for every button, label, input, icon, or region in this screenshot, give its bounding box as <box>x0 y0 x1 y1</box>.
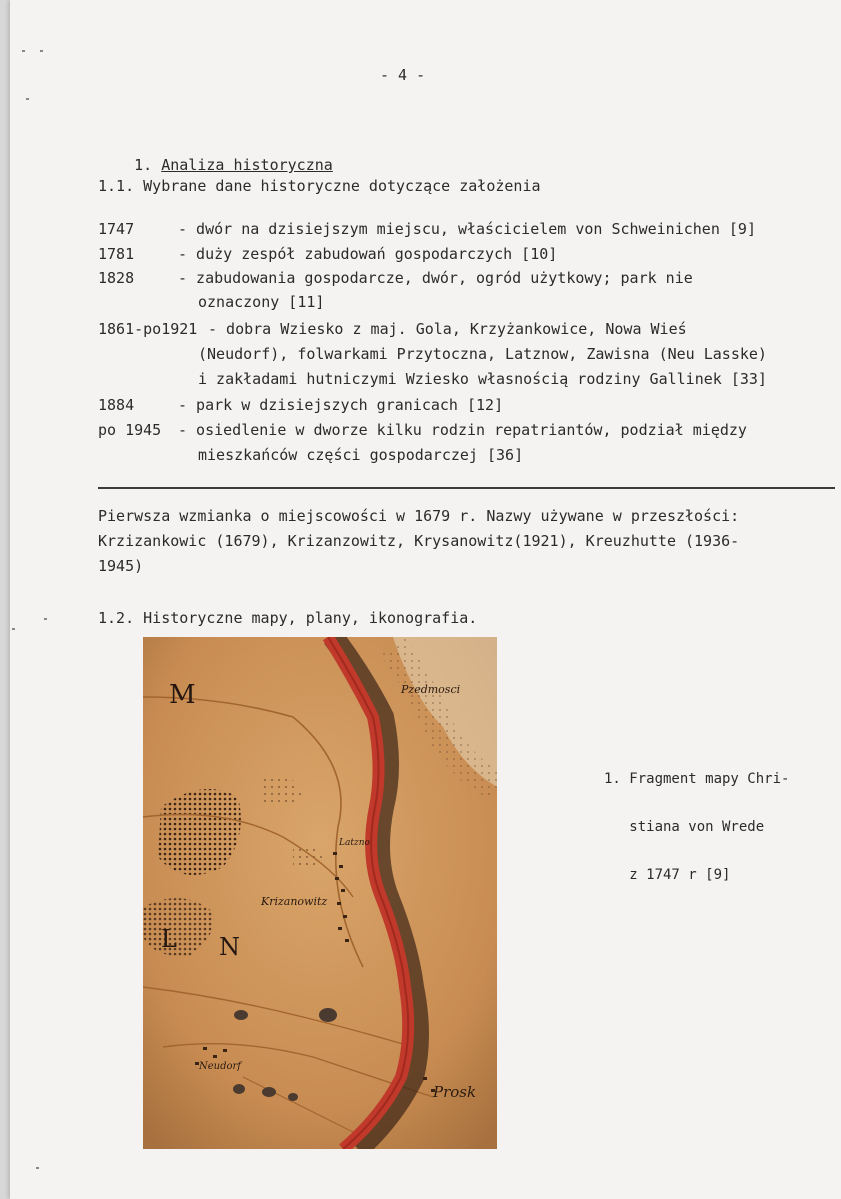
scan-speck <box>12 628 15 630</box>
timeline-year: 1861-po1921 <box>98 320 198 338</box>
historical-map-image <box>143 637 497 1149</box>
map-label-przedmosci: Pzedmosci <box>401 683 461 696</box>
note-line: Pierwsza wzmianka o miejscowości w 1679 r. Nazwy używane w przeszłości: <box>98 507 740 525</box>
map-label-proskau: Prosk <box>433 1083 477 1101</box>
map-label-neudorf: Neudorf <box>199 1061 242 1072</box>
timeline-text-cont: (Neudorf), folwarkami Przytoczna, Latznow, Zawisna (Neu Lasske) <box>198 345 767 363</box>
subsection-heading: 1.2. Historyczne mapy, plany, ikonografia. <box>98 609 478 627</box>
timeline-year: 1747 <box>98 220 135 238</box>
timeline-year: 1828 <box>98 269 135 287</box>
timeline-text: - park w dzisiejszych granicach [12] <box>178 396 504 414</box>
timeline-text-cont: mieszkańców części gospodarczej [36] <box>198 446 524 464</box>
caption-line: stiana von Wrede <box>604 819 765 835</box>
section-title: Analiza historyczna <box>161 156 333 174</box>
caption-line: 1. Fragment mapy Chri- <box>604 771 790 787</box>
timeline-year: 1781 <box>98 245 135 263</box>
note-line: 1945) <box>98 557 144 575</box>
map-label-latzno: Latzno <box>339 838 370 848</box>
timeline-text: - dwór na dzisiejszym miejscu, właścicielem von Schweinichen [9] <box>178 220 756 238</box>
page-number: - 4 - <box>380 66 426 84</box>
section-number: 1. <box>134 156 153 174</box>
map-label-l: L <box>161 925 177 953</box>
subsection-heading: 1.1. Wybrane dane historyczne dotyczące założenia <box>98 177 541 195</box>
timeline-text-cont: oznaczony [11] <box>198 293 325 311</box>
document-page <box>10 0 841 1199</box>
timeline-text-cont: i zakładami hutniczymi Wziesko własnością rodziny Gallinek [33] <box>198 370 767 388</box>
timeline-text: - dobra Wziesko z maj. Gola, Krzyżankowice, Nowa Wieś <box>208 320 687 338</box>
divider-line <box>98 487 835 489</box>
caption-line: z 1747 r [9] <box>604 867 731 883</box>
timeline-year: po 1945 <box>98 421 162 439</box>
scan-speck <box>22 50 25 52</box>
scan-speck <box>40 50 43 52</box>
map-caption <box>604 739 789 915</box>
timeline-text: - osiedlenie w dworze kilku rodzin repatriantów, podział między <box>178 421 747 439</box>
scan-speck <box>44 618 47 620</box>
timeline-year: 1884 <box>98 396 135 414</box>
scan-speck <box>36 1167 39 1169</box>
map-label-n: N <box>219 933 240 961</box>
scan-speck <box>26 98 29 100</box>
note-line: Krzizankowic (1679), Krizanzowitz, Krysanowitz(1921), Kreuzhutte (1936- <box>98 532 740 550</box>
map-label-m: M <box>169 680 196 710</box>
timeline-text: - duży zespół zabudowań gospodarczych [10] <box>178 245 558 263</box>
timeline-text: - zabudowania gospodarcze, dwór, ogród użytkowy; park nie <box>178 269 693 287</box>
map-label-krizanowitz: Krizanowitz <box>261 895 328 908</box>
